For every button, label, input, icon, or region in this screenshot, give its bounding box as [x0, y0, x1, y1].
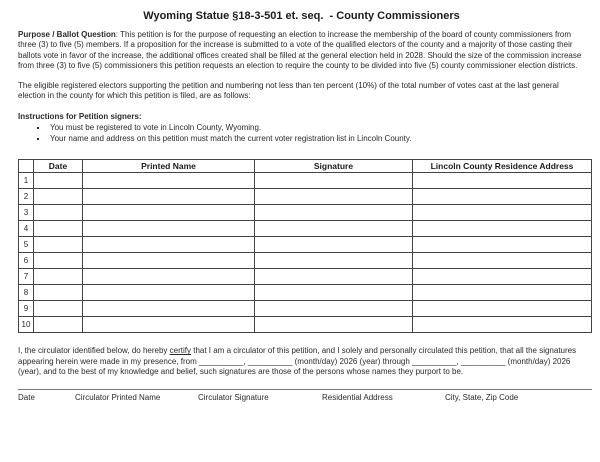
circulator-statement-pre: I, the circulator identified below, do hereby: [18, 346, 170, 356]
printed-name-cell: [83, 237, 255, 253]
row-number: 7: [19, 269, 34, 285]
address-cell: [413, 237, 592, 253]
signature-cell: [255, 189, 413, 205]
label-circulator-printed-name: Circulator Printed Name: [75, 393, 161, 403]
signature-cell: [255, 237, 413, 253]
row-number: 5: [19, 237, 34, 253]
date-cell: [34, 285, 83, 301]
label-city-state-zip: City, State, Zip Code: [445, 393, 519, 403]
address-cell: [413, 253, 592, 269]
signature-cell: [255, 301, 413, 317]
table-row: [19, 301, 592, 317]
signature-cell: [255, 269, 413, 285]
table-row: [19, 173, 592, 189]
row-number: 6: [19, 253, 34, 269]
signature-cell: [255, 253, 413, 269]
date-cell: [34, 221, 83, 237]
table-row: [19, 317, 592, 333]
printed-name-cell: [83, 221, 255, 237]
table-row: [19, 285, 592, 301]
printed-name-cell: [83, 301, 255, 317]
date-cell: [34, 173, 83, 189]
instruction-item-registered: ▪ You must be registered to vote in Lincoln County, Wyoming.: [48, 123, 585, 134]
signature-cell: [255, 205, 413, 221]
header-row-number: [19, 160, 34, 173]
printed-name-cell: [83, 253, 255, 269]
signature-table-header-row: [19, 160, 592, 173]
table-row: [19, 205, 592, 221]
date-cell: [34, 237, 83, 253]
date-cell: [34, 253, 83, 269]
circulator-statement: [18, 346, 585, 377]
purpose-text: : This petition is for the purpose of requesting an election to increase the membership of the board of county commissioners from three (3) to five (5) members. If a proposition for the increase is submitted to a vote of the qualified electors of the county and a majority of those casting their ballots vote in favor of the increase, the additional offices created shall be filled at the general election held in 2028. Should the size of the commission increase from three (3) to five (5) commissioners this petition requests an election to require the county to be divided into five (5) county commissioner election districts.: [18, 30, 582, 70]
date-cell: [34, 301, 83, 317]
circulator-field-labels: [18, 393, 592, 407]
printed-name-cell: [83, 189, 255, 205]
header-date: Date: [34, 160, 83, 173]
signature-table: [18, 159, 592, 333]
printed-name-cell: [83, 173, 255, 189]
row-number: 3: [19, 205, 34, 221]
table-row: [19, 269, 592, 285]
address-cell: [413, 301, 592, 317]
instructions-list: [18, 123, 585, 144]
date-cell: [34, 205, 83, 221]
address-cell: [413, 317, 592, 333]
table-row: [19, 237, 592, 253]
date-cell: [34, 269, 83, 285]
label-date: Date: [18, 393, 35, 403]
row-number: 9: [19, 301, 34, 317]
row-number: 2: [19, 189, 34, 205]
date-cell: [34, 189, 83, 205]
address-cell: [413, 221, 592, 237]
table-row: [19, 189, 592, 205]
address-cell: [413, 205, 592, 221]
signature-cell: [255, 221, 413, 237]
signature-cell: [255, 285, 413, 301]
purpose-paragraph: [18, 30, 585, 71]
row-number: 10: [19, 317, 34, 333]
electors-paragraph: The eligible registered electors supporting the petition and numbering not less than ten percent (10%) of the total number of votes cast at the last general election in the county for which this petition is filed, are as follows:: [18, 81, 559, 101]
address-cell: [413, 189, 592, 205]
printed-name-cell: [83, 205, 255, 221]
document-title: Wyoming Statue §18-3-501 et. seq. - County Commissioners: [143, 10, 460, 22]
instructions-heading: Instructions for Petition signers:: [18, 111, 142, 121]
header-printed-name: Printed Name: [83, 160, 255, 173]
label-residential-address: Residential Address: [322, 393, 393, 403]
printed-name-cell: [83, 269, 255, 285]
address-cell: [413, 285, 592, 301]
table-row: [19, 221, 592, 237]
circulator-signature-line: [18, 389, 592, 390]
date-cell: [34, 317, 83, 333]
printed-name-cell: [83, 285, 255, 301]
circulator-statement-post: that I am a circulator of this petition, and I solely and personally circulated this petition, that all the signatures appearing herein were made in my presence, from __________, __________ (month/day) 2026 (year) through __________, __________ (month/day) 2026 (year), and to the best of my knowledge and belief, such signatures are those of the persons whose names they purport to be.: [18, 346, 577, 376]
row-number: 1: [19, 173, 34, 189]
address-cell: [413, 173, 592, 189]
signature-cell: [255, 317, 413, 333]
header-signature: Signature: [255, 160, 413, 173]
printed-name-cell: [83, 317, 255, 333]
table-row: [19, 253, 592, 269]
row-number: 8: [19, 285, 34, 301]
address-cell: [413, 269, 592, 285]
label-circulator-signature: Circulator Signature: [198, 393, 269, 403]
circulator-certify-word: certify: [169, 346, 191, 356]
signature-cell: [255, 173, 413, 189]
purpose-label: Purpose / Ballot Question: [18, 30, 116, 39]
header-residence-address: Lincoln County Residence Address: [413, 160, 592, 173]
row-number: 4: [19, 221, 34, 237]
instruction-item-address-match: ▪ Your name and address on this petition must match the current voter registration list in Lincoln County.: [48, 134, 585, 145]
